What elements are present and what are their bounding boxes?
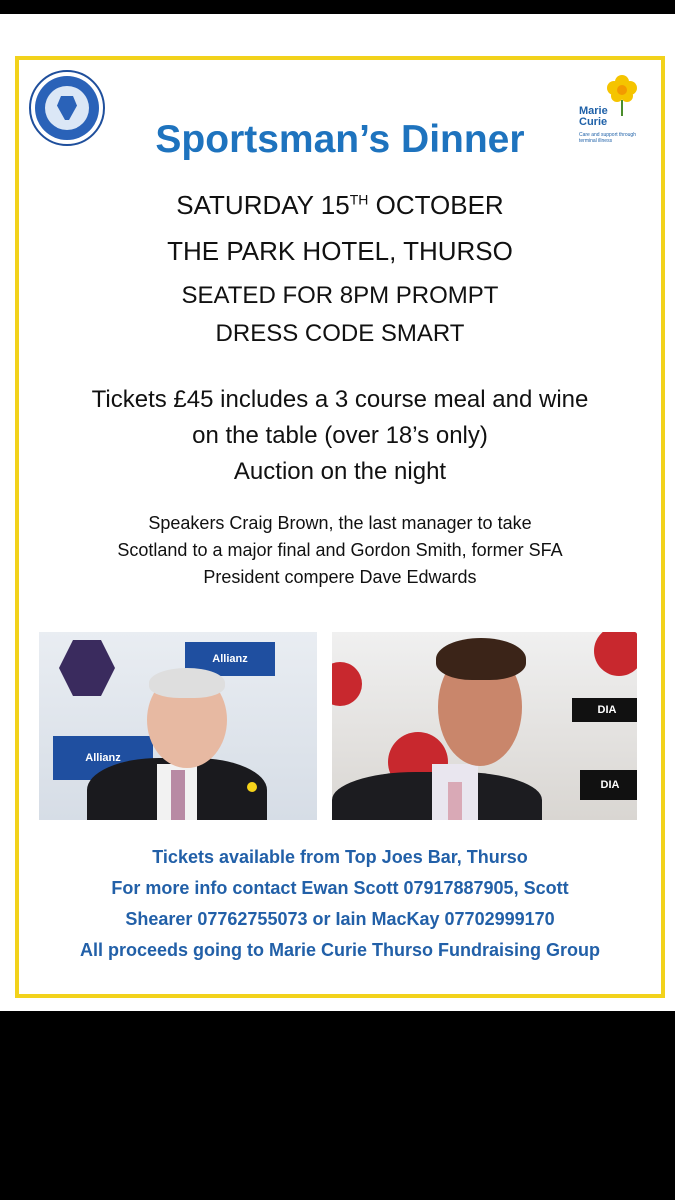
marie-curie-wordmark: Marie Curie — [579, 105, 608, 128]
daffodil-pin-icon — [247, 782, 257, 792]
sponsor-board: DIA — [580, 770, 637, 800]
speakers-info: Speakers Craig Brown, the last manager to take Scotland to a major final and Gordon Smith, former SFA President compere Dave Edwards — [117, 513, 563, 587]
hair — [436, 638, 526, 680]
poster-sheet — [0, 14, 675, 1011]
event-venue: THE PARK HOTEL, THURSO — [167, 236, 513, 266]
event-title: Sportsman’s Dinner — [155, 118, 525, 161]
event-seating-time: SEATED FOR 8PM PROMPT — [181, 282, 499, 309]
event-dress-code: DRESS CODE SMART — [215, 320, 465, 347]
bottom-black-area — [0, 1011, 675, 1200]
sponsor-board: DIA — [572, 698, 637, 722]
tie — [448, 782, 462, 820]
tie — [171, 770, 185, 820]
ticket-info: Tickets £45 includes a 3 course meal and wine on the table (over 18’s only) Auction on the night — [91, 386, 589, 485]
speaker-photo-craig-brown — [39, 632, 317, 820]
hair — [149, 668, 225, 698]
event-date: SATURDAY 15TH OCTOBER — [176, 190, 504, 220]
top-black-bar — [0, 0, 675, 14]
speaker-photo-gordon-smith — [332, 632, 637, 820]
poster-frame — [15, 56, 665, 998]
brand-logo-icon — [594, 632, 637, 676]
contact-info: Tickets available from Top Joes Bar, Thurso For more info contact Ewan Scott 07917887905, Scott Shearer 07762755073 or Iain MacKay 07702999170 All proceeds going to Marie Curie Thurso Fundraising Group — [79, 847, 601, 960]
marie-curie-tagline: Care and support through terminal illness — [579, 132, 636, 144]
brand-logo-icon — [332, 662, 362, 706]
sponsor-board: Allianz — [185, 642, 275, 676]
club-badge-icon — [59, 640, 115, 696]
daffodil-icon — [605, 72, 639, 116]
sponsor-board: Allianz — [53, 736, 153, 780]
